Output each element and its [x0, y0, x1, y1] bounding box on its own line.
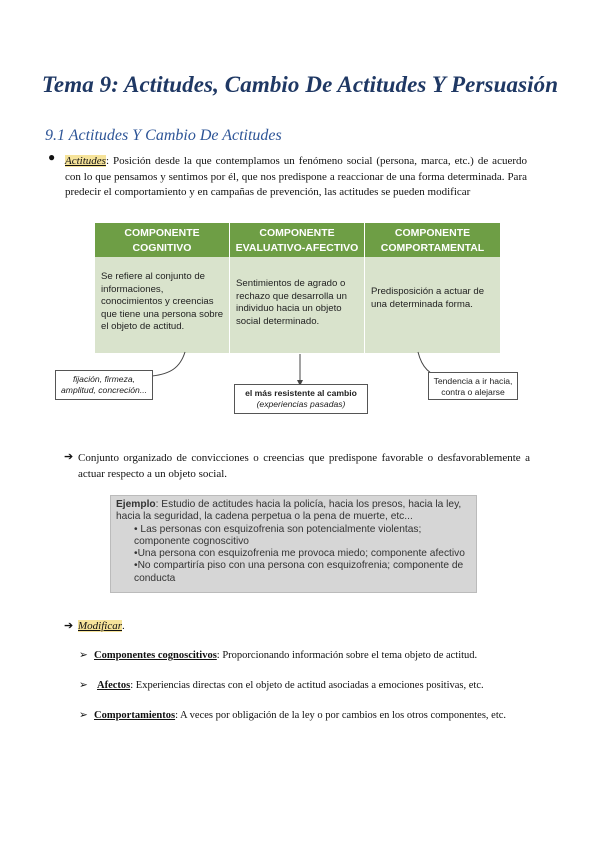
example-intro: Ejemplo: Estudio de actitudes hacia la policía, hacia los presos, hacia la ley, hacia la seguridad, la cadena perpetua o la pena de muerte, etc...	[116, 499, 462, 523]
example-item: • Las personas con esquizofrenia son potencialmente violentas; componente cognoscitivo	[134, 523, 422, 547]
sub-marker: ➢	[79, 680, 88, 691]
sub-marker: ➢	[79, 650, 88, 661]
components-table	[95, 223, 500, 353]
modify-heading: Modificar.	[78, 620, 125, 632]
component-affective-header: COMPONENTE EVALUATIVO-AFECTIVO	[230, 223, 364, 257]
callout-cognitive: fijación, firmeza, amplitud, concreción...	[55, 370, 153, 400]
definition-text: Conjunto organizado de convicciones o creencias que predispone favorable o desfavorablemente a actuar respecto a un objeto social.	[78, 452, 530, 480]
intro-paragraph	[65, 154, 527, 201]
component-affective	[230, 223, 364, 353]
intro-text: : Posición desde la que contemplamos un fenómeno social (persona, marca, etc.) de acuerdo con lo que pensamos y sentimos por él, que nos predispone a reaccionar de una forma determinada. Para predecir el comportamiento y en campañas de prevención, las actitudes se pueden modificar	[65, 155, 527, 198]
term-modificar: Modificar	[78, 620, 122, 632]
left-connector	[152, 352, 185, 376]
example-item: •Una persona con esquizofrenia me provoca miedo; componente afectivo	[134, 548, 465, 560]
callout-affective: el más resistente al cambio (experiencias pasadas)	[234, 384, 368, 414]
sub-item-cognitive: Componentes cognoscitivos: Proporcionando información sobre el tema objeto de actitud.	[94, 650, 478, 661]
term-actitudes: Actitudes	[65, 155, 106, 167]
component-affective-body: Sentimientos de agrado o rechazo que desarrolla un individuo hacia un objeto social determinado.	[236, 278, 347, 327]
bullet-marker: ●	[48, 150, 56, 164]
modify-arrow: ➔	[64, 620, 74, 632]
example-box	[110, 495, 477, 593]
page-title: Tema 9: Actitudes, Cambio De Actitudes Y Persuasión	[41, 72, 559, 97]
component-behavioral-body: Predisposición a actuar de una determinada forma.	[371, 286, 485, 310]
component-cognitive	[95, 223, 229, 353]
sub-item-affective: Afectos: Experiencias directas con el objeto de actitud asociadas a emociones positivas, etc.	[97, 680, 484, 691]
component-cognitive-body: Se refiere al conjunto de informaciones, conocimientos y creencias que tiene una persona sobre el objeto de actitud.	[101, 271, 224, 332]
example-item: •No compartiría piso con una persona con esquizofrenia; componente de conducta	[134, 560, 464, 584]
component-cognitive-header: COMPONENTE COGNITIVO	[95, 223, 229, 257]
component-behavioral	[365, 223, 500, 353]
definition-arrow: ➔	[64, 451, 74, 463]
sub-item-behavioral: Comportamientos: A veces por obligación de la ley o por cambios en los otros componentes, etc.	[94, 710, 507, 721]
callout-behavioral: Tendencia a ir hacia, contra o alejarse	[428, 372, 518, 400]
section-title: 9.1 Actitudes Y Cambio De Actitudes	[45, 127, 282, 144]
sub-marker: ➢	[79, 710, 88, 721]
component-behavioral-header: COMPONENTE COMPORTAMENTAL	[365, 223, 500, 257]
